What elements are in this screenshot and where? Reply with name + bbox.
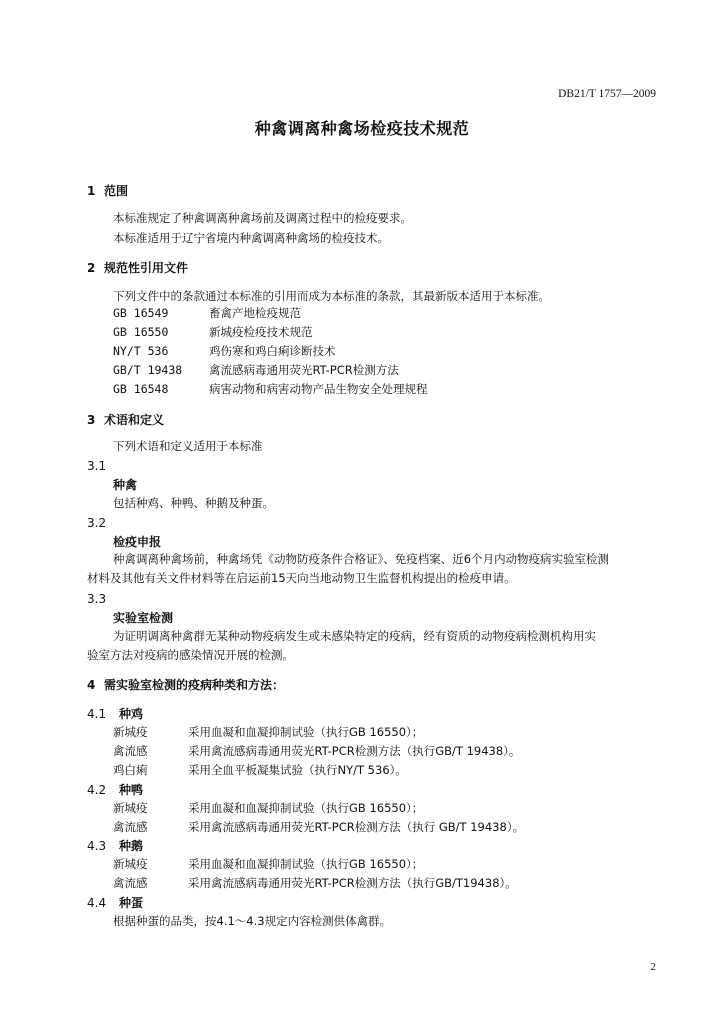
- detection-method: 采用禽流感病毒通用荧光RT-PCR检测方法（执行GB/T 19438）。: [188, 744, 521, 758]
- section-4-number: 4: [87, 678, 96, 692]
- detection-method: 采用血凝和血凝抑制试验（执行GB 16550）；: [188, 725, 424, 739]
- document-title: 种禽调离种禽场检疫技术规范: [254, 119, 470, 138]
- term-definition: 材料及其他有关文件材料等在启运前15天向当地动物卫生监督机构提出的检疫申请。: [87, 571, 516, 585]
- term-definition: 包括种鸡、种鸭、种鹅及种蛋。: [113, 496, 274, 510]
- disease-name: 新城疫: [113, 801, 148, 815]
- detection-method: 采用禽流感病毒通用荧光RT-PCR检测方法（执行 GB/T 19438）。: [188, 820, 525, 834]
- paragraph: 本标准适用于辽宁省境内种禽调离种禽场的检疫技术。: [113, 231, 389, 245]
- term-title: 检疫申报: [113, 535, 162, 549]
- detection-method: 采用血凝和血凝抑制试验（执行GB 16550）；: [188, 857, 424, 871]
- term-definition: 为证明调离种禽群无某种动物疫病发生或未感染特定的疫病，经有资质的动物疫病检测机构用实: [113, 629, 596, 643]
- disease-name: 禽流感: [113, 744, 148, 758]
- clause-number: 3.3: [87, 592, 107, 606]
- reference-name: 鸡伤寒和鸡白痢诊断技术: [209, 344, 336, 358]
- disease-name: 新城疫: [113, 725, 148, 739]
- paragraph: 下列文件中的条款通过本标准的引用而成为本标准的条款，其最新版本适用于本标准。: [113, 289, 550, 303]
- reference-code: GB 16548: [113, 382, 169, 396]
- term-definition: 种禽调离种禽场前，种禽场凭《动物防疫条件合格证》、免疫档案、近6个月内动物疫病实验室检测: [113, 552, 610, 566]
- page-number: 2: [650, 961, 656, 973]
- section-2-title: 规范性引用文件: [104, 261, 189, 275]
- term-definition: 验室方法对疫病的感染情况开展的检测。: [87, 648, 294, 662]
- paragraph: 下列术语和定义适用于本标准: [113, 439, 263, 453]
- clause-title: 种鸭: [119, 783, 144, 797]
- reference-code: GB/T 19438: [113, 363, 183, 377]
- clause-number: 4.4: [87, 896, 107, 910]
- term-title: 实验室检测: [113, 611, 174, 625]
- reference-code: GB 16549: [113, 306, 169, 320]
- paragraph: 本标准规定了种禽调离种禽场前及调离过程中的检疫要求。: [113, 211, 412, 225]
- reference-name: 畜禽产地检疫规范: [209, 306, 301, 320]
- clause-number: 4.3: [87, 839, 107, 853]
- reference-name: 病害动物和病害动物产品生物安全处理规程: [209, 382, 428, 396]
- disease-name: 禽流感: [113, 876, 148, 890]
- detection-method: 采用血凝和血凝抑制试验（执行GB 16550）；: [188, 801, 424, 815]
- clause-number: 4.1: [87, 707, 107, 721]
- reference-code: GB 16550: [113, 325, 169, 339]
- section-4-title: 需实验室检测的疫病种类和方法：: [104, 678, 285, 692]
- clause-title: 种鹅: [119, 839, 144, 853]
- disease-name: 鸡白痢: [113, 763, 148, 777]
- reference-name: 新城疫检疫技术规范: [209, 325, 313, 339]
- reference-name: 禽流感病毒通用荧光RT-PCR检测方法: [209, 363, 399, 377]
- clause-title: 种蛋: [119, 896, 144, 910]
- clause-number: 3.2: [87, 516, 107, 530]
- term-title: 种禽: [113, 478, 138, 492]
- clause-title: 种鸡: [119, 707, 144, 721]
- paragraph: 根据种蛋的品类，按4.1～4.3规定内容检测供体禽群。: [113, 914, 392, 928]
- section-3-title: 术语和定义: [104, 413, 165, 427]
- disease-name: 禽流感: [113, 820, 148, 834]
- standard-code: DB21/T 1757—2009: [558, 88, 656, 100]
- section-1-title: 范围: [104, 184, 129, 198]
- detection-method: 采用全血平板凝集试验（执行NY/T 536）。: [188, 763, 407, 777]
- clause-number: 3.1: [87, 459, 107, 473]
- section-1-number: 1: [87, 184, 96, 198]
- clause-number: 4.2: [87, 783, 107, 797]
- reference-code: NY/T 536: [113, 344, 169, 358]
- detection-method: 采用禽流感病毒通用荧光RT-PCR检测方法（执行GB/T19438）。: [188, 876, 517, 890]
- section-3-number: 3: [87, 413, 96, 427]
- disease-name: 新城疫: [113, 857, 148, 871]
- section-2-number: 2: [87, 261, 96, 275]
